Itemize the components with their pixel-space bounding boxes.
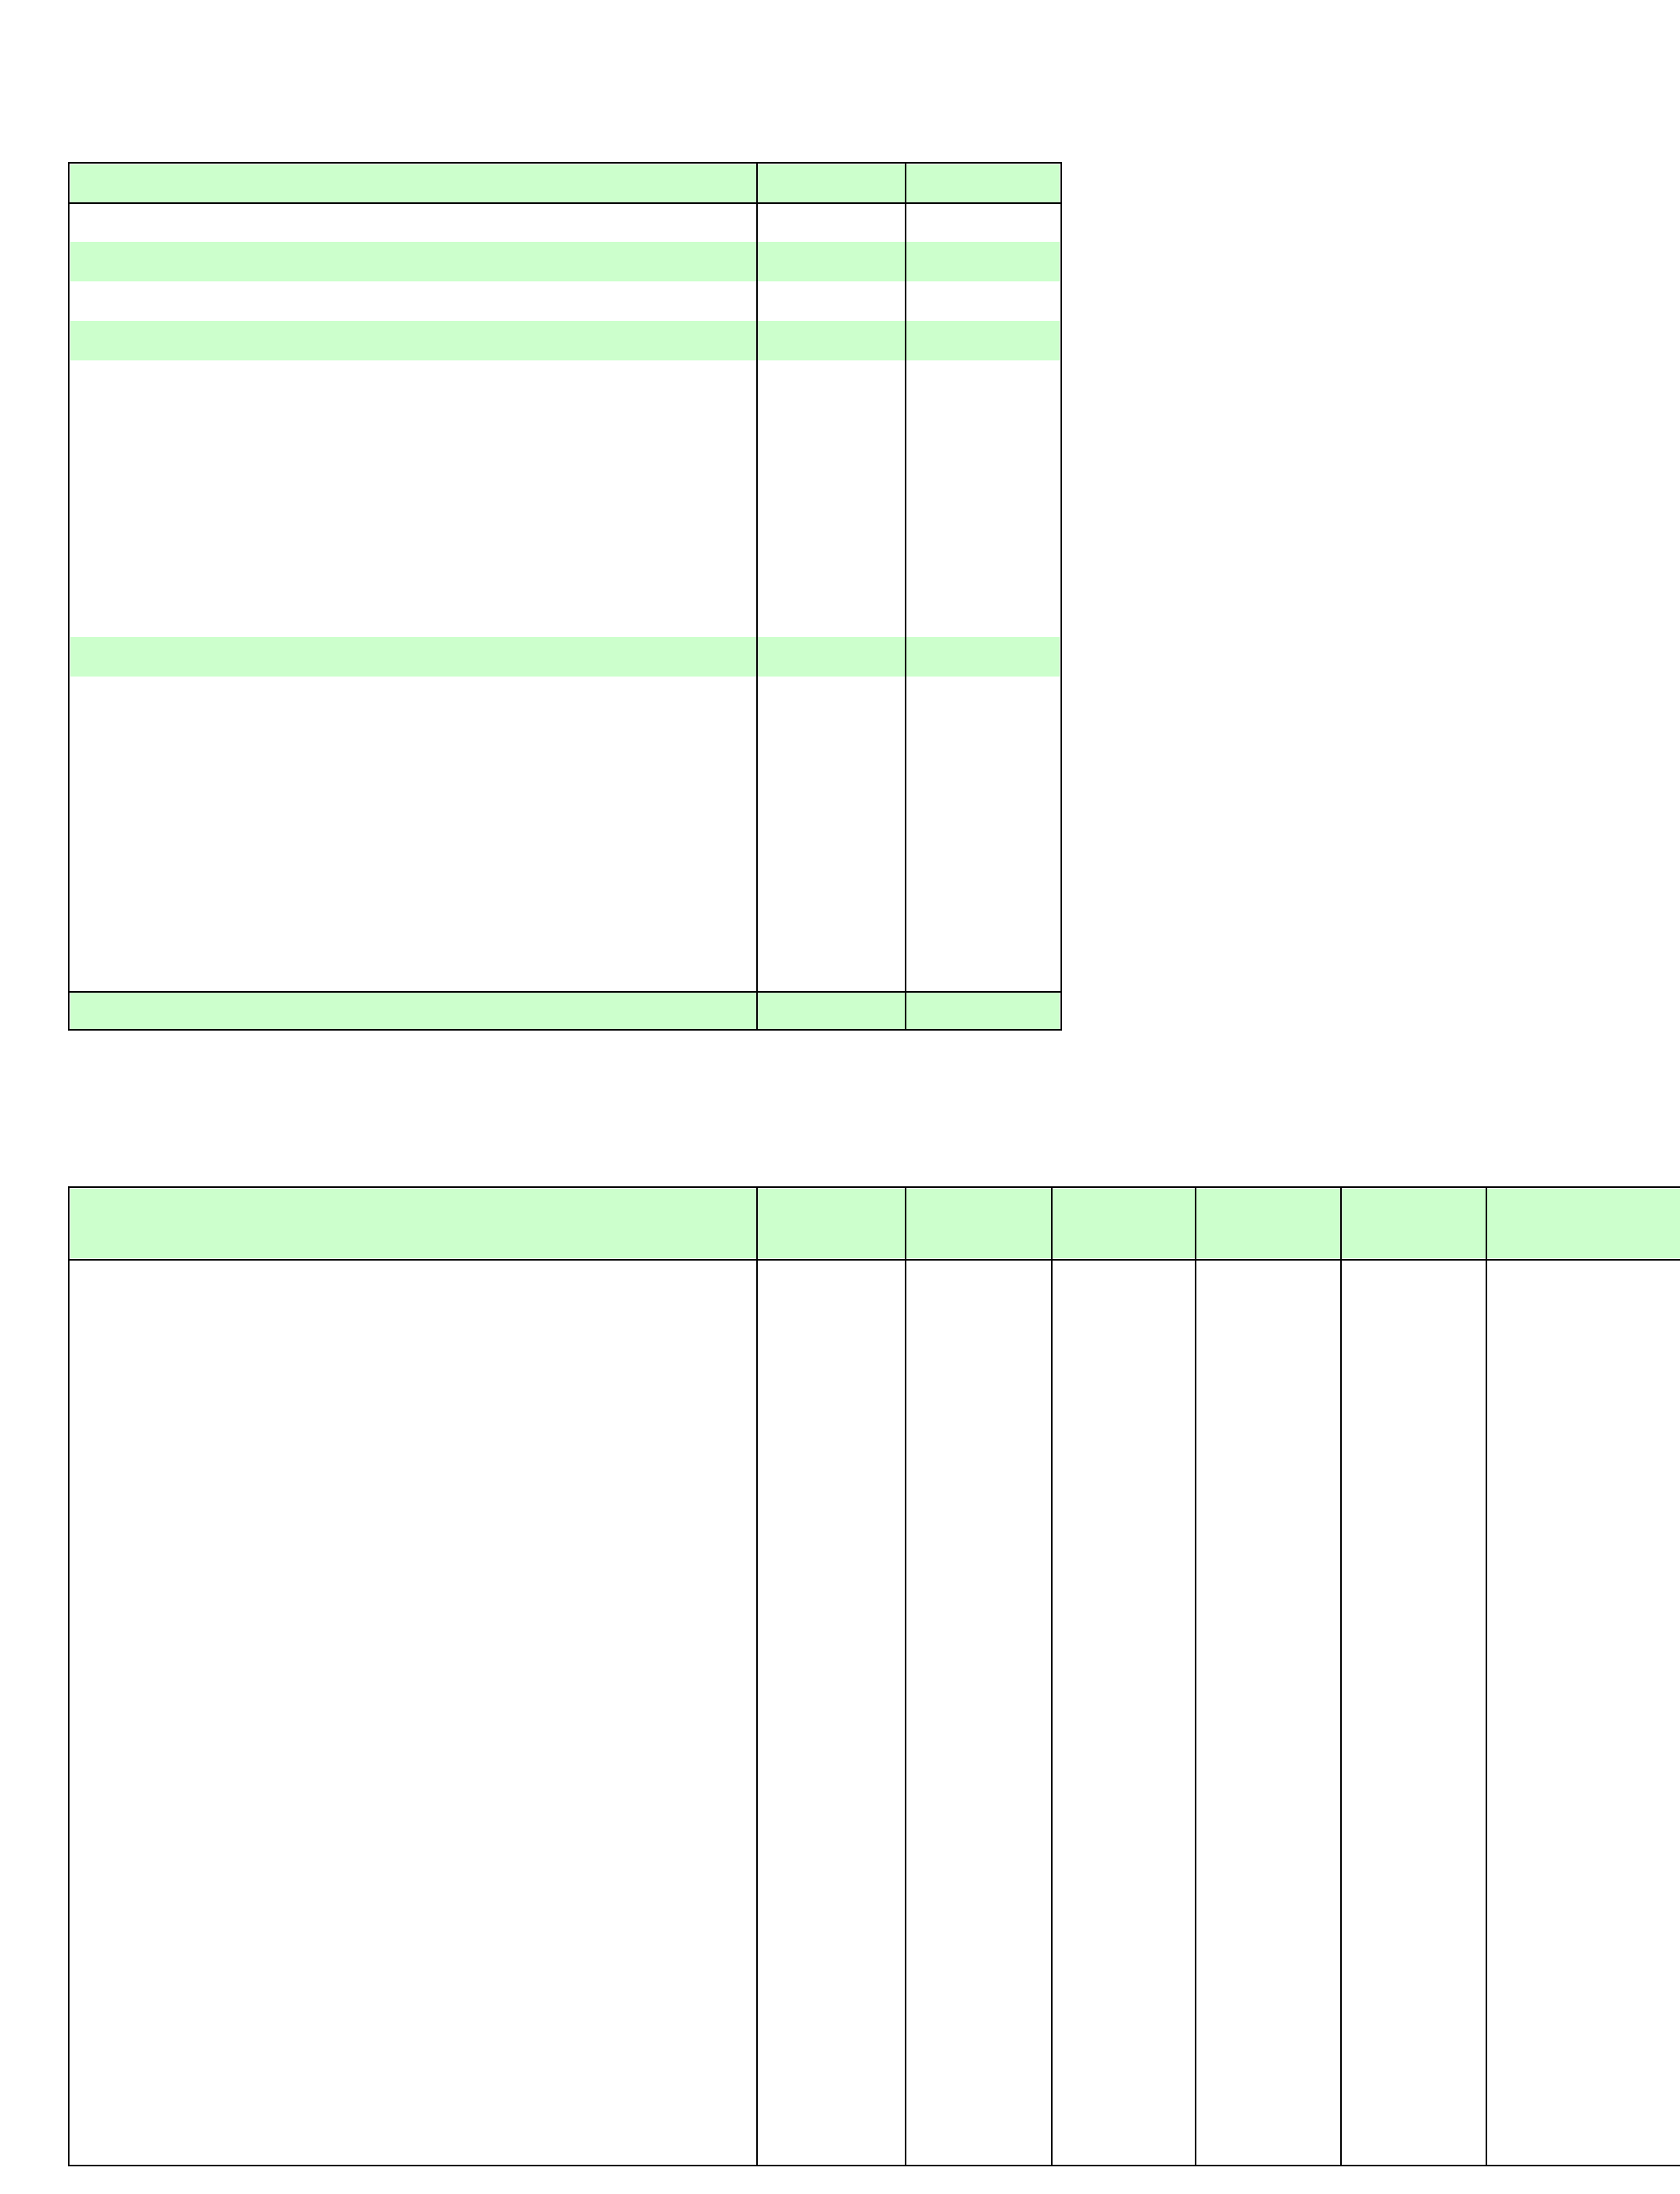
column-divider <box>1486 1186 1487 2166</box>
total-divider <box>68 991 1062 993</box>
column-divider <box>1051 1186 1053 2166</box>
column-divider <box>905 1186 906 2166</box>
column-divider <box>905 162 906 1031</box>
header-divider <box>68 1259 1680 1261</box>
table-a-border <box>68 162 1062 1031</box>
header-divider <box>68 202 1062 204</box>
column-divider <box>756 1186 758 2166</box>
column-divider <box>1340 1186 1342 2166</box>
table-b-border <box>68 1186 1680 2166</box>
column-divider <box>1195 1186 1196 2166</box>
column-divider <box>756 162 758 1031</box>
